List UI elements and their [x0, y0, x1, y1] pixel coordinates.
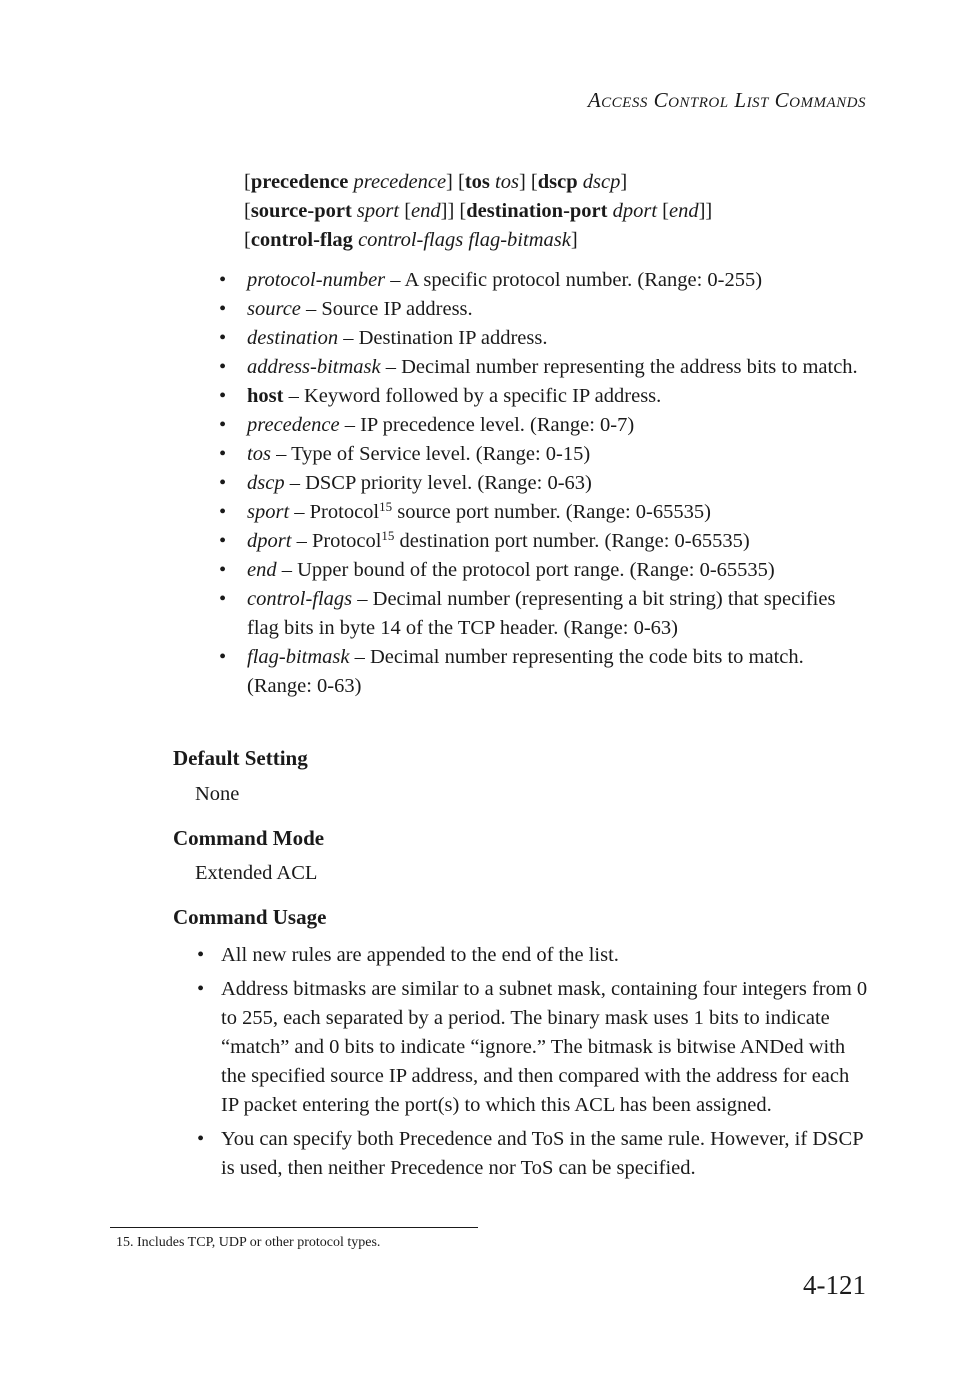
command-usage-list — [195, 941, 870, 1188]
param-item: • precedence – IP precedence level. (Range: 0-7) — [219, 411, 869, 440]
command-mode-value: Extended ACL — [195, 862, 318, 884]
usage-item: • Address bitmasks are similar to a subnet mask, containing four integers from 0 to 255, each separated by a period. The binary mask uses 1 bits to indicate “match” and 0 bits to indicate “ignore.” The bitmask is bitwise ANDed with the specified source IP address, and then compared with the address for each IP packet entering the port(s) to which this ACL has been assigned. — [195, 975, 870, 1120]
footnote-divider — [110, 1227, 478, 1228]
command-mode-heading: Command Mode — [173, 826, 325, 850]
param-item: • flag-bitmask – Decimal number representing the code bits to match. (Range: 0-63) — [219, 643, 869, 701]
param-item: • address-bitmask – Decimal number representing the address bits to match. — [219, 353, 869, 382]
command-syntax — [244, 168, 712, 255]
param-item: • sport – Protocol$^{15}$ source port number. (Range: 0-65535) — [219, 498, 869, 527]
syntax-line-2: [source-port sport [end]] [destination-port dport [end]] — [244, 200, 713, 222]
param-item: • destination – Destination IP address. — [219, 324, 869, 353]
page-number: 4-121 — [803, 1270, 866, 1300]
param-item: • protocol-number – A specific protocol number. (Range: 0-255) — [219, 266, 869, 295]
syntax-line-1: [precedence precedence] [tos tos] [dscp dscp] — [244, 171, 628, 193]
param-item: • dport – Protocol$^{15}$ destination port number. (Range: 0-65535) — [219, 527, 869, 556]
param-item: • tos – Type of Service level. (Range: 0-15) — [219, 440, 869, 469]
command-usage-heading: Command Usage — [173, 905, 327, 929]
param-item: • host – Keyword followed by a specific IP address. — [219, 382, 869, 411]
footnote-ref: 15 — [381, 528, 395, 543]
parameter-list — [219, 266, 869, 701]
param-item: • dscp – DSCP priority level. (Range: 0-63) — [219, 469, 869, 498]
footnote-ref: 15 — [379, 499, 393, 514]
footnote: 15. Includes TCP, UDP or other protocol types. — [116, 1235, 381, 1250]
syntax-line-3: [control-flag control-flags flag-bitmask] — [244, 229, 578, 251]
running-header: ACCESS CONTROL LIST COMMANDS — [587, 88, 866, 112]
param-item: • control-flags – Decimal number (representing a bit string) that specifies flag bits in byte 14 of the TCP header. (Range: 0-63) — [219, 585, 869, 643]
default-setting-heading: Default Setting — [173, 746, 308, 770]
param-item: • end – Upper bound of the protocol port range. (Range: 0-65535) — [219, 556, 869, 585]
default-setting-value: None — [195, 783, 240, 805]
param-item: • source – Source IP address. — [219, 295, 869, 324]
usage-item: • You can specify both Precedence and ToS in the same rule. However, if DSCP is used, then neither Precedence nor ToS can be specified. — [195, 1125, 870, 1183]
usage-item: • All new rules are appended to the end of the list. — [195, 941, 870, 970]
